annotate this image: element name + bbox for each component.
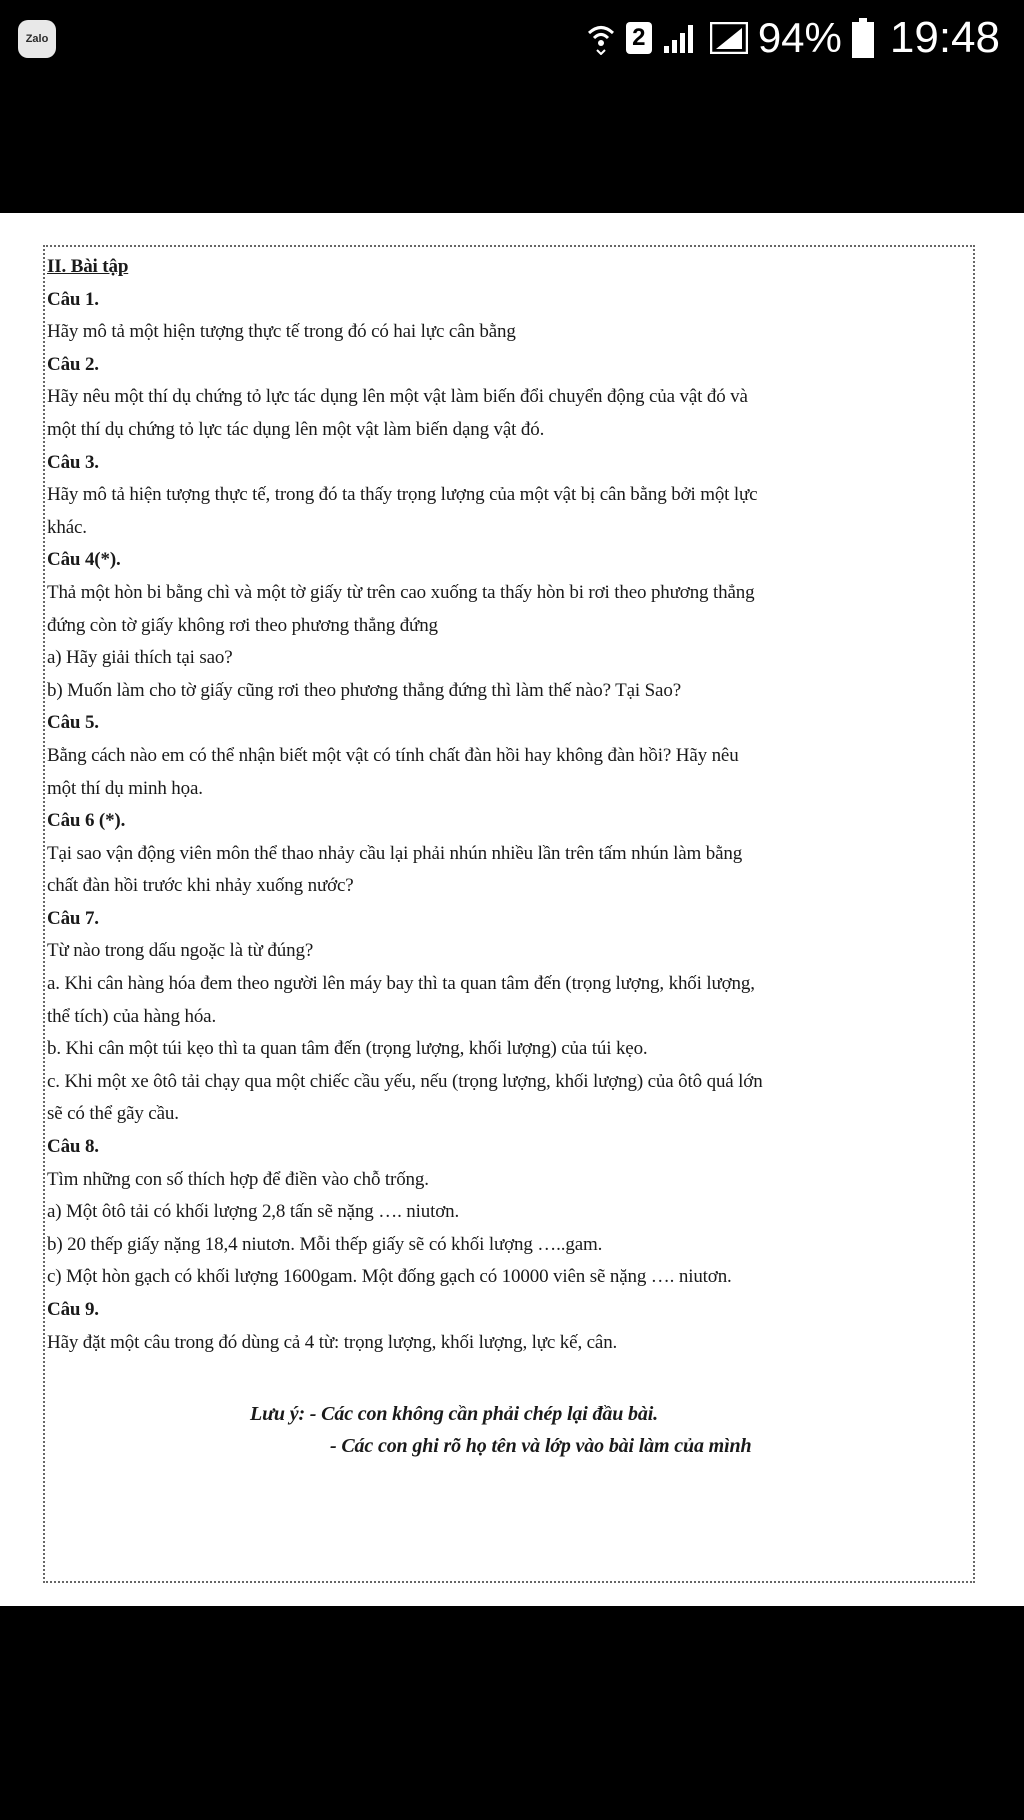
question-text-line: đứng còn tờ giấy không rơi theo phương thẳng đứng	[47, 614, 438, 636]
note-line-1: Lưu ý: - Các con không cần phải chép lại đầu bài.	[250, 1403, 658, 1425]
question-label: Câu 5.	[47, 712, 99, 734]
status-bar	[0, 0, 1024, 76]
wifi-icon	[586, 21, 616, 55]
signal-icon-2	[710, 22, 748, 54]
section-heading: II. Bài tập	[47, 256, 129, 277]
status-indicators	[586, 12, 1000, 64]
clock: 19:48	[889, 13, 1000, 62]
question-text-line: Bằng cách nào em có thể nhận biết một vật có tính chất đàn hồi hay không đàn hồi? Hãy nêu	[47, 744, 739, 766]
document-body	[47, 284, 967, 1360]
question-text-line: một thí dụ minh họa.	[47, 777, 203, 799]
question-text-line: Hãy đặt một câu trong đó dùng cả 4 từ: trọng lượng, khối lượng, lực kế, cân.	[47, 1331, 618, 1353]
question-label: Câu 4(*).	[47, 549, 121, 571]
question-text-line: a) Hãy giải thích tại sao?	[47, 647, 233, 669]
document-page	[43, 245, 975, 1583]
question-text-line: Hãy mô tả một hiện tượng thực tế trong đó có hai lực cân bằng	[47, 321, 516, 343]
question-label: Câu 3.	[47, 451, 99, 473]
question-text-line: Tại sao vận động viên môn thể thao nhảy cầu lại phải nhún nhiều lần trên tấm nhún làm bằng	[47, 842, 743, 864]
signal-icon	[662, 22, 700, 54]
question-text-line: Từ nào trong dấu ngoặc là từ đúng?	[47, 940, 314, 962]
question-text-line: b. Khi cân một túi kẹo thì ta quan tâm đến (trọng lượng, khối lượng) của túi kẹo.	[47, 1038, 648, 1060]
question-text-line: Hãy mô tả hiện tượng thực tế, trong đó ta thấy trọng lượng của một vật bị cân bằng bởi một lực	[47, 484, 758, 506]
question-label: Câu 7.	[47, 907, 99, 929]
question-label: Câu 9.	[47, 1299, 99, 1320]
note-line-2: - Các con ghi rõ họ tên và lớp vào bài làm của mình	[330, 1435, 752, 1457]
question-text-line: sẽ có thể gãy cầu.	[47, 1103, 179, 1125]
zalo-notification-icon: Zalo	[18, 20, 56, 58]
sim-badge: 2	[626, 22, 652, 54]
question-text-line: khác.	[47, 516, 87, 538]
battery-icon	[852, 18, 874, 58]
question-text-line: thể tích) của hàng hóa.	[47, 1005, 217, 1027]
question-label: Câu 8.	[47, 1136, 99, 1158]
question-text-line: c. Khi một xe ôtô tải chạy qua một chiếc cầu yếu, nếu (trọng lượng, khối lượng) của ôtô quá lớn	[47, 1070, 763, 1092]
question-text-line: Tìm những con số thích hợp để điền vào chỗ trống.	[47, 1168, 429, 1190]
question-label: Câu 1.	[47, 288, 99, 310]
image-viewer[interactable]	[0, 213, 1024, 1606]
question-text-line: một thí dụ chứng tỏ lực tác dụng lên một vật làm biến dạng vật đó.	[47, 418, 545, 440]
question-text-line: Thả một hòn bi bằng chì và một tờ giấy từ trên cao xuống ta thấy hòn bi rơi theo phương thẳng	[47, 581, 755, 603]
question-text-line: Hãy nêu một thí dụ chứng tỏ lực tác dụng lên một vật làm biến đổi chuyển động của vật đó và	[47, 386, 748, 408]
question-text-line: b) Muốn làm cho tờ giấy cũng rơi theo phương thẳng đứng thì làm thế nào? Tại Sao?	[47, 679, 681, 701]
question-text-line: a) Một ôtô tải có khối lượng 2,8 tấn sẽ nặng …. niutơn.	[47, 1201, 460, 1223]
question-text-line: c) Một hòn gạch có khối lượng 1600gam. Một đống gạch có 10000 viên sẽ nặng …. niutơn.	[47, 1266, 732, 1288]
question-label: Câu 6 (*).	[47, 810, 126, 832]
note-block	[250, 1398, 751, 1462]
question-text-line: b) 20 thếp giấy nặng 18,4 niutơn. Mỗi thếp giấy sẽ có khối lượng …..gam.	[47, 1233, 603, 1255]
question-text-line: chất đàn hồi trước khi nhảy xuống nước?	[47, 875, 354, 897]
question-label: Câu 2.	[47, 353, 99, 375]
battery-percent: 94%	[757, 14, 842, 61]
question-text-line: a. Khi cân hàng hóa đem theo người lên máy bay thì ta quan tâm đến (trọng lượng, khối lượng,	[47, 973, 755, 995]
